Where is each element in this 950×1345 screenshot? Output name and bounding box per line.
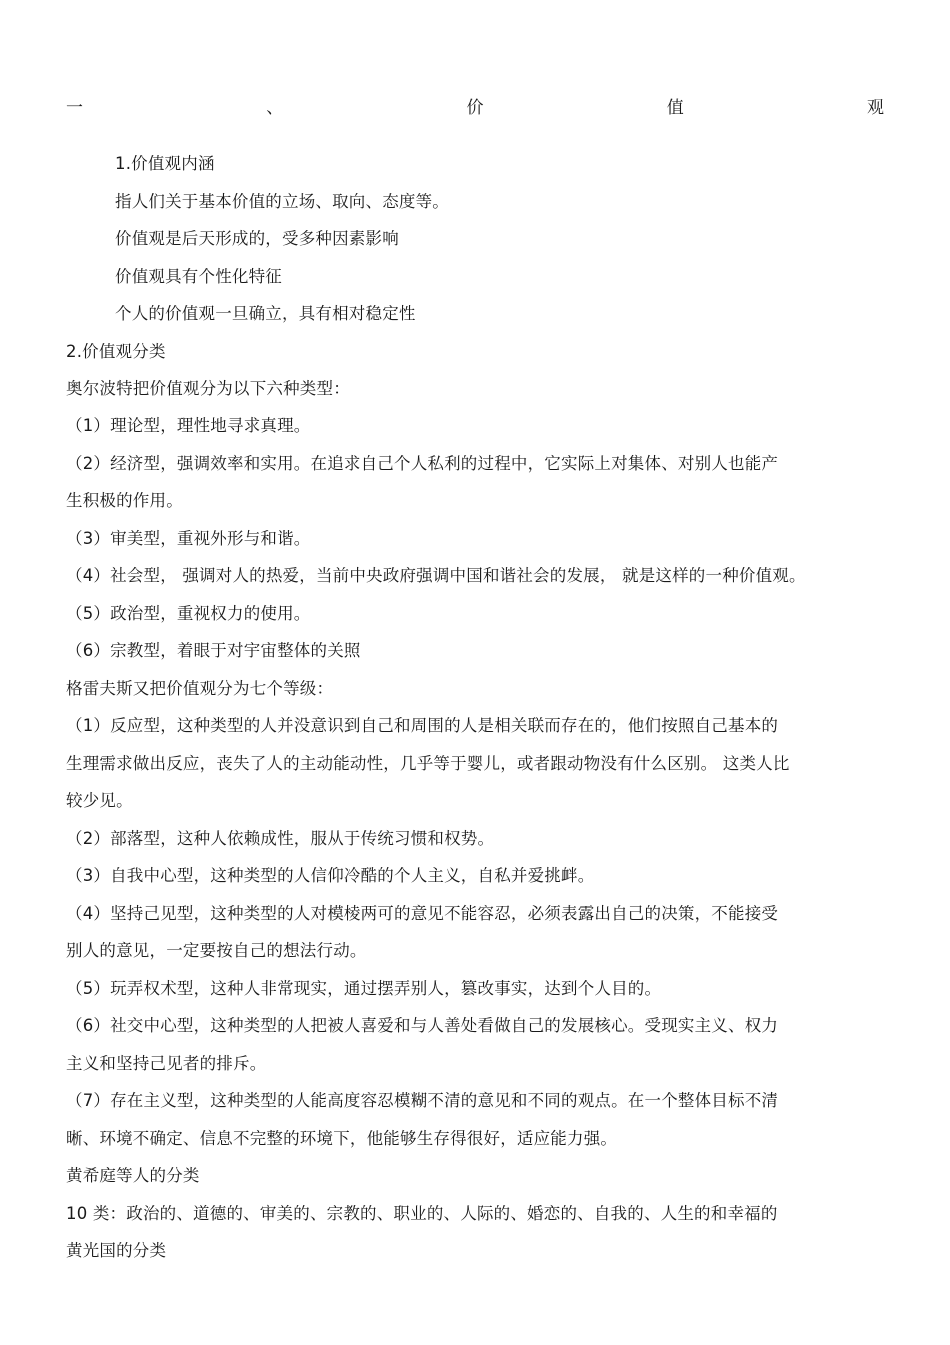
- list-item: （6）宗教型，着眼于对宇宙整体的关照: [66, 641, 361, 660]
- subheading-value-meaning: 1.价值观内涵: [115, 154, 215, 173]
- subheading-value-classification: 2.价值观分类: [66, 342, 166, 361]
- paragraph-line: 黄希庭等人的分类: [66, 1166, 200, 1185]
- list-item: （3）审美型，重视外形与和谐。: [66, 529, 311, 548]
- list-item: （3）自我中心型，这种类型的人信仰冷酷的个人主义，自私并爱挑衅。: [66, 866, 595, 885]
- heading-char: 值: [666, 98, 684, 118]
- heading-char: 、: [266, 98, 284, 118]
- list-item-continuation: 晰、环境不确定、信息不完整的环境下，他能够生存得很好，适应能力强。: [66, 1129, 618, 1148]
- heading-char: 一: [66, 98, 83, 118]
- heading-char: 价: [466, 98, 484, 118]
- list-item-continuation: 别人的意见，一定要按自己的想法行动。: [66, 941, 367, 960]
- list-item: （5）玩弄权术型，这种人非常现实，通过摆弄别人，篡改事实，达到个人目的。: [66, 979, 662, 998]
- paragraph-line: 奥尔波特把价值观分为以下六种类型：: [66, 379, 350, 398]
- list-item: （4）社会型， 强调对人的热爱，当前中央政府强调中国和谐社会的发展， 就是这样的一种价值观。: [66, 566, 806, 585]
- paragraph-line: 个人的价值观一旦确立，具有相对稳定性: [115, 304, 416, 323]
- list-item: （2）经济型，强调效率和实用。在追求自己个人私利的过程中，它实际上对集体、对别人也能产: [66, 454, 779, 473]
- section-heading: [66, 97, 884, 119]
- list-item: （1）理论型，理性地寻求真理。: [66, 416, 311, 435]
- list-item: （6）社交中心型，这种类型的人把被人喜爱和与人善处看做自己的发展核心。受现实主义、权力: [66, 1016, 779, 1035]
- heading-char: 观: [867, 98, 884, 118]
- list-item-continuation: 生理需求做出反应，丧失了人的主动能动性，几乎等于婴儿，或者跟动物没有什么区别。 这类人比: [66, 754, 790, 773]
- paragraph-line: 黄光国的分类: [66, 1241, 167, 1260]
- paragraph-line: 指人们关于基本价值的立场、取向、态度等。: [115, 192, 449, 211]
- list-item-continuation: 较少见。: [66, 791, 133, 810]
- list-item: （5）政治型，重视权力的使用。: [66, 604, 311, 623]
- paragraph-line: 10 类：政治的、道德的、审美的、宗教的、职业的、人际的、婚恋的、自我的、人生的和幸福的: [66, 1204, 778, 1223]
- paragraph-line: 格雷夫斯又把价值观分为七个等级：: [66, 679, 334, 698]
- paragraph-line: 价值观具有个性化特征: [115, 267, 282, 286]
- list-item: （2）部落型，这种人依赖成性，服从于传统习惯和权势。: [66, 829, 495, 848]
- list-item: （7）存在主义型，这种类型的人能高度容忍模糊不清的意见和不同的观点。在一个整体目标不清: [66, 1091, 779, 1110]
- list-item: （4）坚持己见型，这种类型的人对模棱两可的意见不能容忍，必须表露出自己的决策，不能接受: [66, 904, 779, 923]
- list-item: （1）反应型，这种类型的人并没意识到自己和周围的人是相关联而存在的，他们按照自己基本的: [66, 716, 779, 735]
- paragraph-line: 价值观是后天形成的，受多种因素影响: [115, 229, 399, 248]
- list-item-continuation: 主义和坚持己见者的排斥。: [66, 1054, 267, 1073]
- list-item-continuation: 生积极的作用。: [66, 491, 183, 510]
